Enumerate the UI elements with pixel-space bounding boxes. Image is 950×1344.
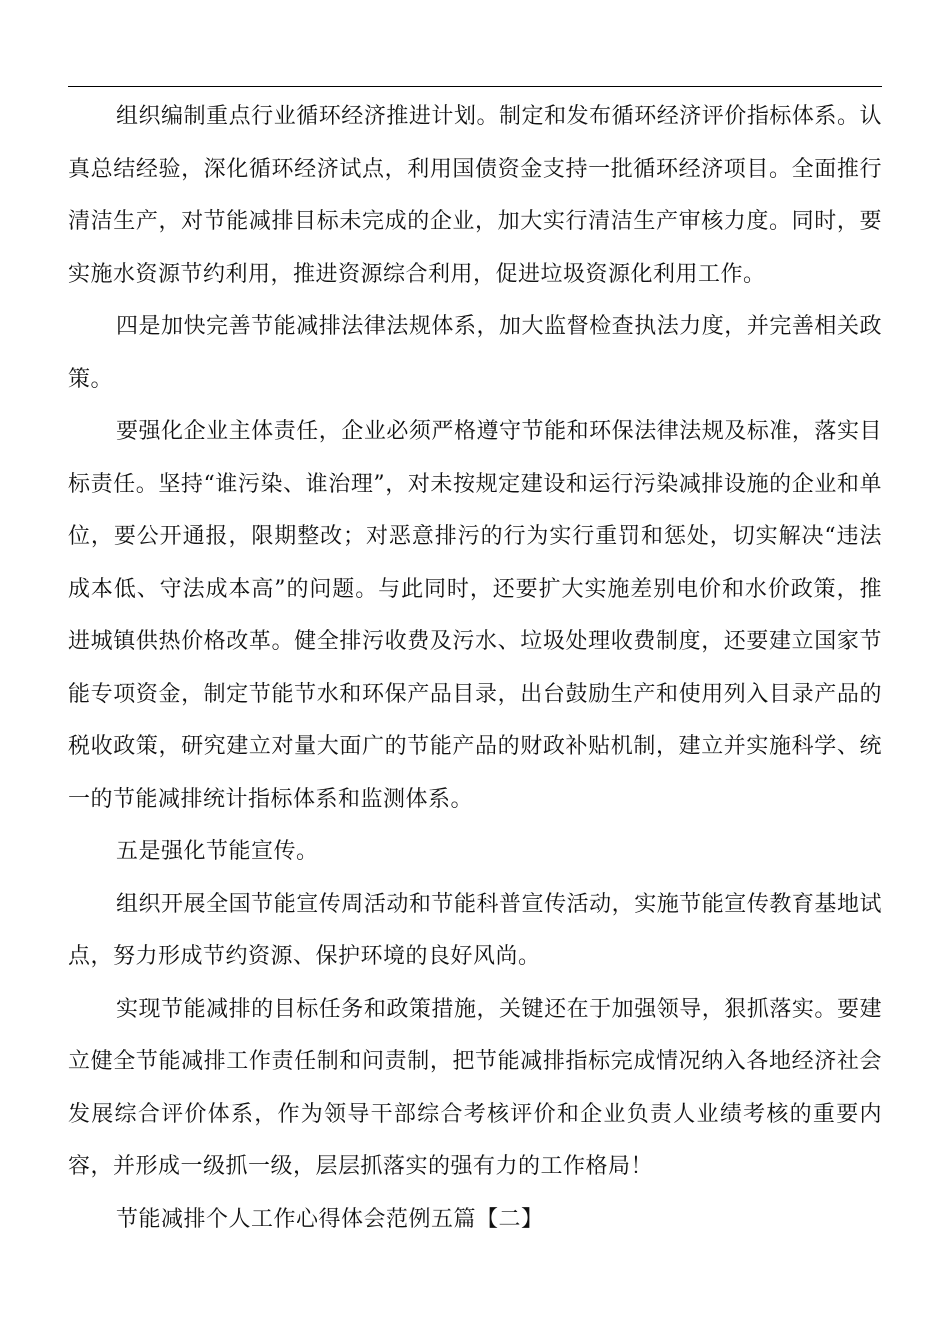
header-rule	[68, 86, 882, 87]
document-body	[68, 91, 882, 1246]
paragraph-publicity-week: 组织开展全国节能宣传周活动和节能科普宣传活动，实施节能宣传教育基地试点，努力形成节约资源、保护环境的良好风尚。	[68, 891, 882, 969]
paragraph-point-four: 四是加快完善节能减排法律法规体系，加大监督检查执法力度，并完善相关政策。	[68, 314, 882, 392]
paragraph-circular-economy: 组织编制重点行业循环经济推进计划。制定和发布循环经济评价指标体系。认真总结经验，深化循环经济试点，利用国债资金支持一批循环经济项目。全面推行清洁生产，对节能减排目标未完成的企业，加大实行清洁生产审核力度。同时，要实施水资源节约利用，推进资源综合利用，促进垃圾资源化利用工作。	[68, 104, 882, 287]
paragraph-enterprise-responsibility: 要强化企业主体责任，企业必须严格遵守节能和环保法律法规及标准，落实目标责任。坚持“谁污染、谁治理”，对未按规定建设和运行污染减排设施的企业和单位，要公开通报，限期整改；对恶意排污的行为实行重罚和惩处，切实解决“违法成本低、守法成本高”的问题。与此同时，还要扩大实施差别电价和水价政策，推进城镇供热价格改革。健全排污收费及污水、垃圾处理收费制度，还要建立国家节能专项资金，制定节能节水和环保产品目录，出台鼓励生产和使用列入目录产品的税收政策，研究建立对量大面广的节能产品的财政补贴机制，建立并实施科学、统一的节能减排统计指标体系和监测体系。	[68, 419, 882, 812]
paragraph-leadership: 实现节能减排的目标任务和政策措施，关键还在于加强领导，狠抓落实。要建立健全节能减排工作责任制和问责制，把节能减排指标完成情况纳入各地经济社会发展综合评价体系，作为领导干部综合考核评价和企业负责人业绩考核的重要内容，并形成一级抓一级，层层抓落实的强有力的工作格局！	[68, 996, 882, 1179]
paragraph-point-five: 五是强化节能宣传。	[116, 839, 319, 864]
section-title-part-two: 节能减排个人工作心得体会范例五篇【二】	[116, 1206, 544, 1232]
